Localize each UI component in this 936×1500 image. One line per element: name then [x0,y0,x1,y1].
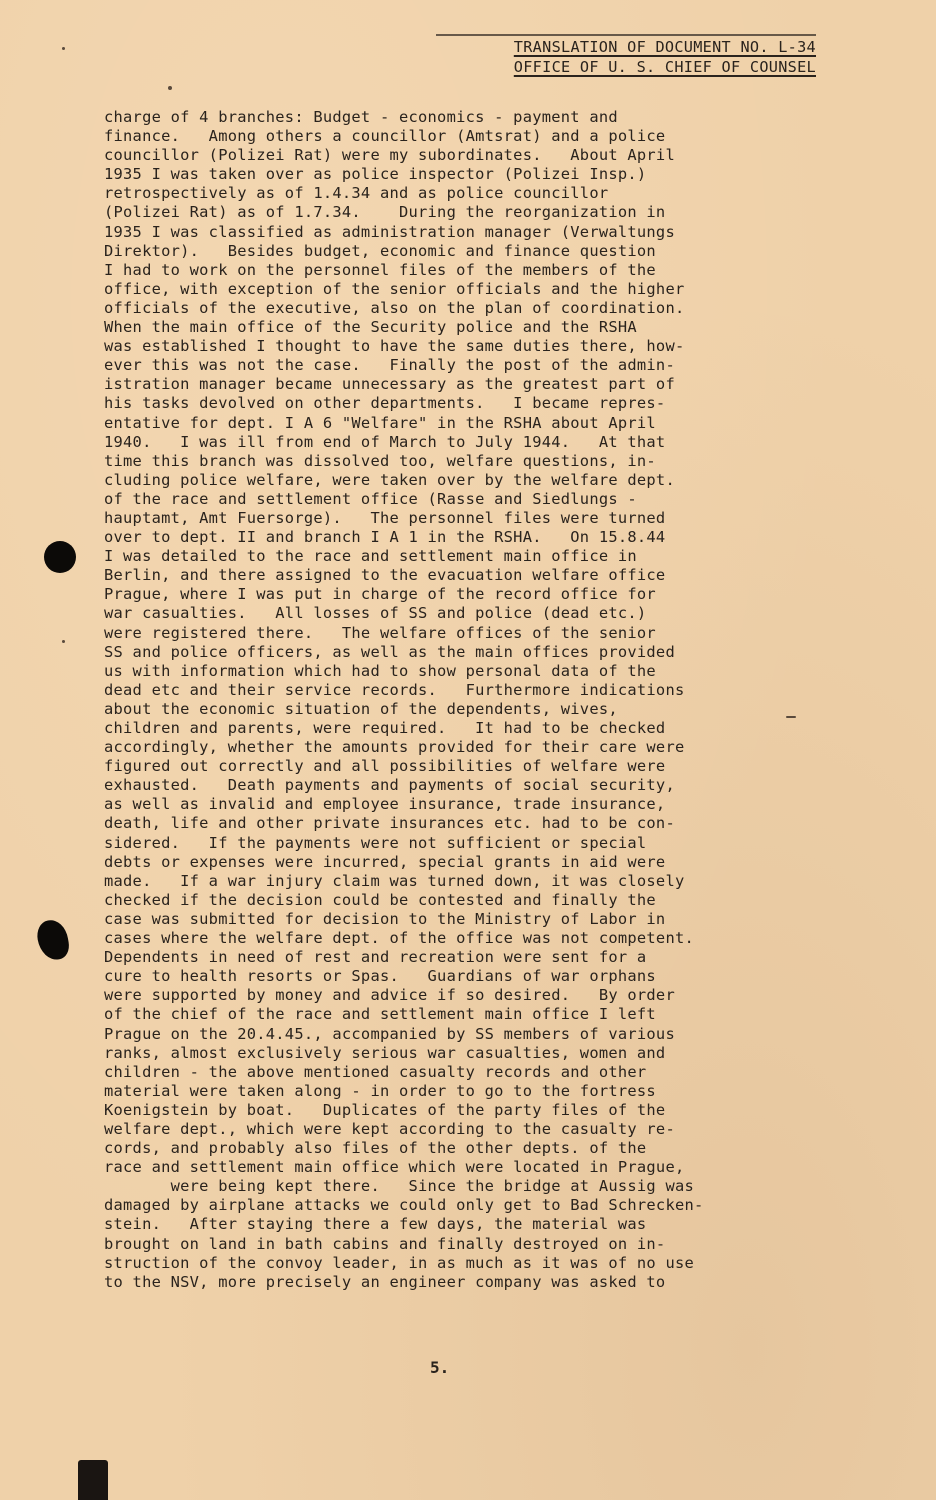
body-line: entative for dept. I A 6 "Welfare" in the RSHA about April [104,413,656,432]
body-line: Berlin, and there assigned to the evacuation welfare office [104,566,666,585]
body-line: were being kept there. Since the bridge at Aussig was [104,1177,694,1196]
body-line: I was detailed to the race and settlement main office in [104,547,637,566]
body-line: SS and police officers, as well as the main offices provided [104,642,675,661]
header-top-rule [436,34,816,36]
body-line: office, with exception of the senior officials and the higher [104,279,685,298]
body-line: figured out correctly and all possibilities of welfare were [104,757,666,776]
body-line: over to dept. II and branch I A 1 in the RSHA. On 15.8.44 [104,528,666,547]
body-line: ever this was not the case. Finally the post of the admin- [104,356,675,375]
paper-speck [62,47,65,50]
body-line: Prague, where I was put in charge of the record office for [104,585,656,604]
body-line: councillor (Polizei Rat) were my subordinates. About April [104,146,675,165]
body-line: accordingly, whether the amounts provided for their care were [104,738,685,757]
document-header [436,34,816,77]
body-line: race and settlement main office which were located in Prague, [104,1158,685,1177]
body-line: 1940. I was ill from end of March to July 1944. At that [104,432,666,451]
body-line: hauptamt, Amt Fuersorge). The personnel files were turned [104,508,666,527]
body-line: I had to work on the personnel files of the members of the [104,260,656,279]
body-line: of the chief of the race and settlement main office I left [104,1005,656,1024]
page-number: 5. [430,1358,450,1377]
body-line: brought on land in bath cabins and finally destroyed on in- [104,1234,666,1253]
binder-clip-mark [78,1460,108,1500]
body-line: case was submitted for decision to the Ministry of Labor in [104,909,666,928]
body-text [104,108,834,1292]
body-line: was established I thought to have the same duties there, how- [104,337,685,356]
body-line: time this branch was dissolved too, welfare questions, in- [104,451,656,470]
body-line: officials of the executive, also on the plan of coordination. [104,298,685,317]
paper-speck [786,716,796,718]
body-line: children and parents, were required. It had to be checked [104,719,666,737]
body-line: When the main office of the Security police and the RSHA [104,318,637,337]
body-line: material were taken along - in order to go to the fortress [104,1081,656,1100]
paper-speck [62,640,65,643]
body-line: cure to health resorts or Spas. Guardians of war orphans [104,967,656,986]
body-line: were supported by money and advice if so desired. By order [104,986,675,1005]
body-line: of the race and settlement office (Rasse and Siedlungs - [104,489,637,508]
body-line: about the economic situation of the dependents, wives, [104,699,618,718]
body-line: sidered. If the payments were not sufficient or special [104,833,647,852]
body-line: death, life and other private insurances etc. had to be con- [104,814,675,833]
body-line: his tasks devolved on other departments. I became repres- [104,394,666,413]
header-office-line: OFFICE OF U. S. CHIEF OF COUNSEL [513,58,816,76]
body-line: 1935 I was classified as administration manager (Verwaltungs [104,222,675,241]
body-line: Koenigstein by boat. Duplicates of the party files of the [104,1100,666,1119]
body-line: Prague on the 20.4.45., accompanied by SS members of various [104,1024,675,1043]
body-line: stein. After staying there a few days, the material was [104,1215,647,1234]
body-line: welfare dept., which were kept according to the casualty re- [104,1119,675,1138]
punch-hole-upper [44,541,76,573]
body-line: 1935 I was taken over as police inspector (Polizei Insp.) [104,165,647,184]
body-line: struction of the convoy leader, in as much as it was of no use [104,1253,694,1272]
body-line: cluding police welfare, were taken over by the welfare dept. [104,470,675,489]
body-line: as well as invalid and employee insurance, trade insurance, [104,795,666,814]
body-line: war casualties. All losses of SS and police (dead etc.) [104,604,647,623]
body-line: charge of 4 branches: Budget - economics - payment and [104,108,618,126]
body-line: cases where the welfare dept. of the office was not competent. [104,929,694,948]
body-line: damaged by airplane attacks we could only get to Bad Schrecken- [104,1196,704,1215]
body-line: istration manager became unnecessary as the greatest part of [104,375,675,394]
body-line: to the NSV, more precisely an engineer company was asked to [104,1272,666,1291]
punch-hole-lower [35,918,71,963]
body-line: us with information which had to show personal data of the [104,661,656,680]
body-line: exhausted. Death payments and payments of social security, [104,776,675,795]
body-line: retrospectively as of 1.4.34 and as police councillor [104,184,609,203]
header-translation-line: TRANSLATION OF DOCUMENT NO. L-34 [513,38,816,56]
body-line: made. If a war injury claim was turned down, it was closely [104,871,685,890]
body-line: Dependents in need of rest and recreation were sent for a [104,948,647,967]
body-line: debts or expenses were incurred, special grants in aid were [104,852,666,871]
paper-speck [168,86,172,90]
body-line: checked if the decision could be contested and finally the [104,890,656,909]
body-line: dead etc and their service records. Furthermore indications [104,680,685,699]
body-line: were registered there. The welfare offices of the senior [104,623,656,642]
body-line: (Polizei Rat) as of 1.7.34. During the reorganization in [104,203,666,222]
body-line: ranks, almost exclusively serious war casualties, women and [104,1043,666,1062]
body-line: cords, and probably also files of the other depts. of the [104,1139,647,1158]
body-line: children - the above mentioned casualty records and other [104,1062,647,1081]
body-line: finance. Among others a councillor (Amtsrat) and a police [104,127,666,146]
body-line: Direktor). Besides budget, economic and finance question [104,241,656,260]
